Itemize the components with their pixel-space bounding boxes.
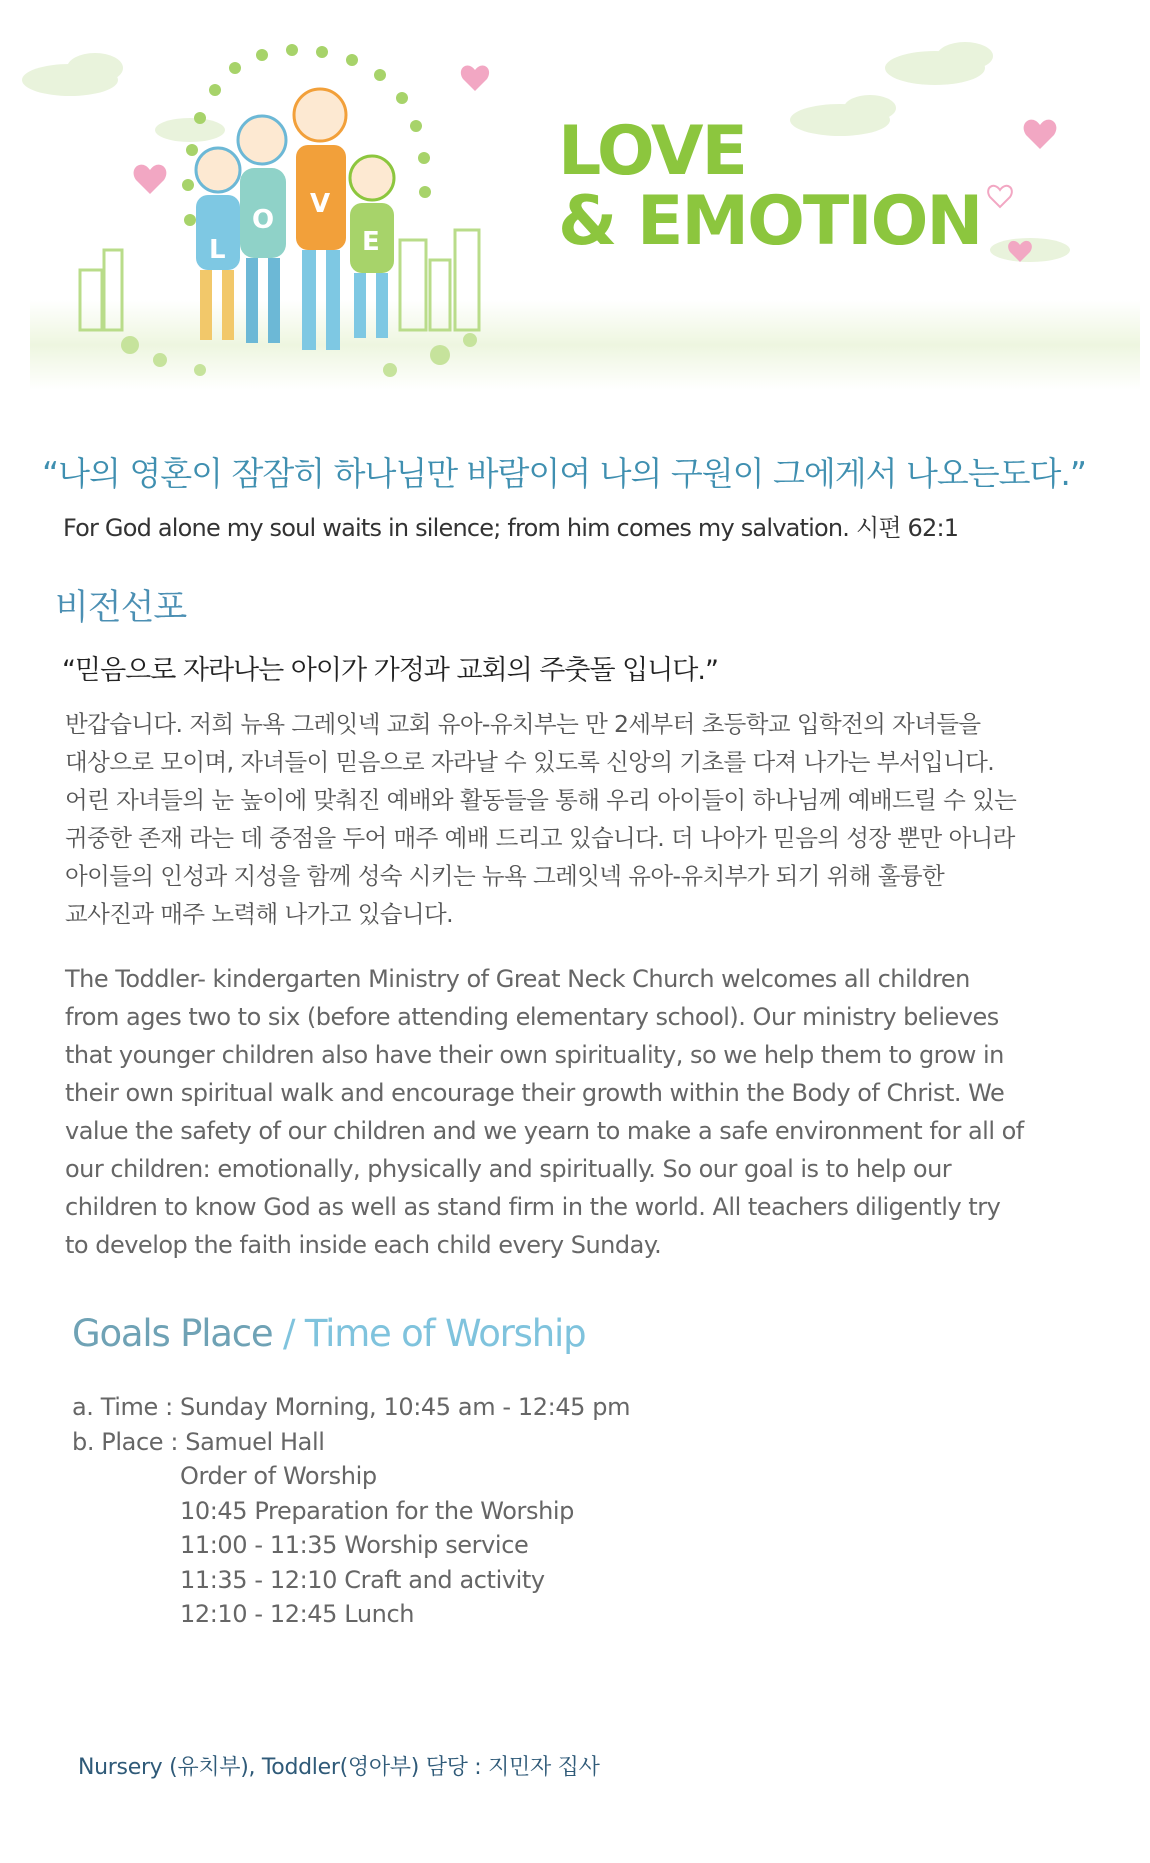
paragraph-line: from ages two to six (before attending elementary school). Our ministry believes xyxy=(65,1003,999,1031)
vision-english-paragraph xyxy=(65,960,1085,1264)
order-heading: Order of Worship xyxy=(180,1462,377,1490)
time-line: a. Time : Sunday Morning, 10:45 am - 12:45 pm xyxy=(72,1393,631,1421)
svg-text:O: O xyxy=(252,205,275,235)
paragraph-line: 반갑습니다. 저희 뉴욕 그레잇넥 교회 유아-유치부는 만 2세부터 초등학교 입학전의 자녀들을 xyxy=(65,710,981,738)
paragraph-line: The Toddler- kindergarten Ministry of Great Neck Church welcomes all children xyxy=(65,965,970,993)
order-item: 10:45 Preparation for the Worship xyxy=(180,1496,575,1525)
paragraph-line: their own spiritual walk and encourage their growth within the Body of Christ. We xyxy=(65,1079,1005,1107)
vision-korean-paragraph xyxy=(65,705,1085,933)
svg-text:E: E xyxy=(362,227,380,257)
paragraph-line: 교사진과 매주 노력해 나가고 있습니다. xyxy=(65,900,453,928)
place-line: b. Place : Samuel Hall xyxy=(72,1427,325,1456)
goals-heading-part1: Goals Place xyxy=(72,1312,273,1355)
order-item: 12:10 - 12:45 Lunch xyxy=(180,1600,415,1628)
goals-heading xyxy=(72,1312,585,1355)
goals-heading-separator: / xyxy=(272,1312,305,1355)
paragraph-line: our children: emotionally, physically and spiritually. So our goal is to help our xyxy=(65,1155,952,1183)
order-item: 11:00 - 11:35 Worship service xyxy=(180,1531,529,1559)
paragraph-line: 귀중한 존재 라는 데 중점을 두어 매주 예배 드리고 있습니다. 더 나아가 믿음의 성장 뿐만 아니라 xyxy=(65,824,1015,852)
banner-title xyxy=(558,112,982,261)
header-banner xyxy=(0,0,1150,410)
paragraph-line: value the safety of our children and we yearn to make a safe environment for all of xyxy=(65,1117,1024,1145)
banner-title-line1: LOVE xyxy=(558,112,746,191)
vision-heading: 비전선포 xyxy=(55,588,187,628)
paragraph-line: 아이들의 인성과 지성을 함께 성숙 시키는 뉴욕 그레잇넥 유아-유치부가 되기 위해 훌륭한 xyxy=(65,862,945,890)
svg-text:L: L xyxy=(209,235,226,265)
paragraph-line: children to know God as well as stand firm in the world. All teachers diligently try xyxy=(65,1193,1001,1221)
footer-contact: Nursery (유치부), Toddler(영아부) 담당 : 지민자 집사 xyxy=(78,1755,600,1780)
paragraph-line: that younger children also have their own spirituality, so we help them to grow in xyxy=(65,1041,1004,1069)
verse-english: For God alone my soul waits in silence; from him comes my salvation. 시편 62:1 xyxy=(63,514,959,542)
banner-title-line2: & EMOTION xyxy=(558,182,982,261)
svg-text:V: V xyxy=(310,189,331,219)
order-item: 11:35 - 12:10 Craft and activity xyxy=(180,1565,545,1594)
goals-heading-part2: Time of Worship xyxy=(304,1312,586,1355)
worship-schedule xyxy=(72,1390,630,1632)
verse-korean: “나의 영혼이 잠잠히 하나님만 바람이여 나의 구원이 그에게서 나오는도다.” xyxy=(42,454,1086,493)
vision-quote: “믿음으로 자라나는 아이가 가정과 교회의 주춧돌 입니다.” xyxy=(62,655,718,686)
paragraph-line: 대상으로 모이며, 자녀들이 믿음으로 자라날 수 있도록 신앙의 기초를 다져 나가는 부서입니다. xyxy=(65,748,995,776)
paragraph-line: to develop the faith inside each child every Sunday. xyxy=(65,1231,662,1259)
paragraph-line: 어린 자녀들의 눈 높이에 맞춰진 예배와 활동들을 통해 우리 아이들이 하나님께 예배드릴 수 있는 xyxy=(65,786,1017,814)
